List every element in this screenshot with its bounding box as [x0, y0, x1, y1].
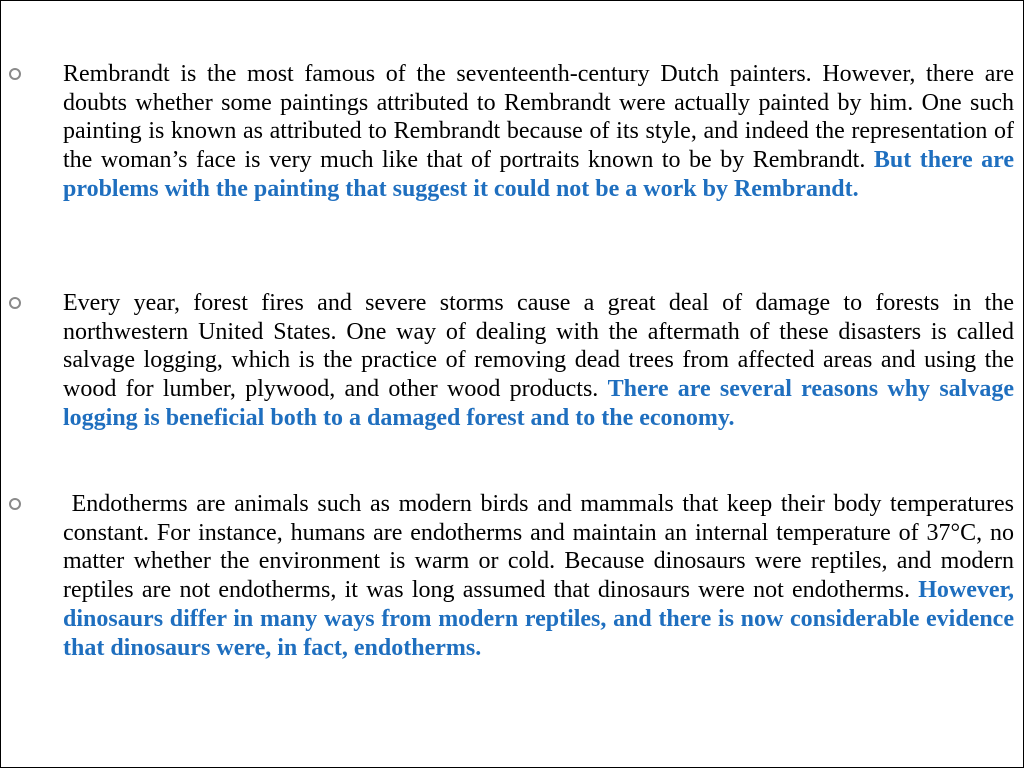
hollow-circle-bullet-icon [9, 498, 21, 510]
paragraph-salvage-logging [63, 289, 1014, 433]
paragraph-highlight: But there are problems with the painting that suggest it could not be a work by Rembrandt. [63, 147, 1014, 202]
paragraph-text: Endotherms are animals such as modern birds and mammals that keep their body temperatures constant. For instance, humans are endotherms and maintain an internal temperature of 37°C, no matter whether the environment is warm or cold. Because dinosaurs were reptiles, and modern reptiles are not endotherms, it was long assumed that dinosaurs were not endotherms. [63, 491, 1014, 604]
paragraph-rembrandt [63, 60, 1014, 204]
paragraph-highlight: There are several reasons why salvage logging is beneficial both to a damaged forest and to the economy. [63, 376, 1014, 431]
paragraph-text: Rembrandt is the most famous of the seventeenth-century Dutch painters. However, there are doubts whether some paintings attributed to Rembrandt were actually painted by him. One such painting is known as attributed to Rembrandt because of its style, and indeed the representation of the woman’s face is very much like that of portraits known to be by Rembrandt. [63, 61, 1014, 174]
paragraph-highlight: However, dinosaurs differ in many ways from modern reptiles, and there is now considerable evidence that dinosaurs were, in fact, endotherms. [63, 577, 1014, 661]
hollow-circle-bullet-icon [9, 297, 21, 309]
paragraph-endotherms [63, 490, 1014, 662]
paragraph-text: Every year, forest fires and severe storms cause a great deal of damage to forests in the northwestern United States. One way of dealing with the aftermath of these disasters is called salvage logging, which is the practice of removing dead trees from affected areas and using the wood for lumber, plywood, and other wood products. [63, 290, 1014, 403]
hollow-circle-bullet-icon [9, 68, 21, 80]
